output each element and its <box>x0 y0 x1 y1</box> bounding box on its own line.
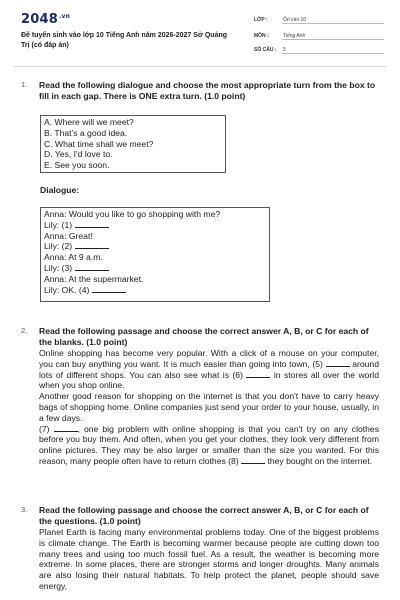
dialogue-line: Lily: OK. (4) <box>44 285 266 296</box>
document-header <box>0 0 400 70</box>
blank-6[interactable] <box>246 370 270 378</box>
dialogue-line: Anna: Great! <box>44 230 93 241</box>
blank-4[interactable] <box>92 285 126 293</box>
passage-paragraph: Another good reason for shopping on the internet is that you don't have to carry heavy bags of shopping home. Online companies just send your order to your house, usually, in a few days. <box>39 391 379 423</box>
dialogue-line: Lily: (1) <box>44 220 266 231</box>
meta-count-row: SỐ CÂU : 5 <box>254 45 384 55</box>
dialogue-line: Anna: At 9 a.m. <box>44 252 103 263</box>
site-logo[interactable]: $2048^{.vn}$ <box>21 12 71 27</box>
dialogue-label: Dialogue: <box>40 185 80 195</box>
question-3: 3. Read the following passage and choose the correct answer A, B, or C for each of the questions. (1.0 point) <box>18 505 380 527</box>
blank-2[interactable] <box>75 241 109 249</box>
dialogue-line: Anna: At the supermarket. <box>44 273 144 284</box>
options-box <box>40 115 226 173</box>
blank-3[interactable] <box>75 263 109 271</box>
blank-8[interactable] <box>241 456 265 464</box>
option-c: C. What time shall we meet? <box>44 138 154 149</box>
blank-7[interactable] <box>54 424 78 432</box>
question-3-text: Read the following passage and choose the correct answer A, B, or C for each of the questions. (1.0 point) <box>39 505 369 526</box>
dialogue-box <box>40 207 270 302</box>
passage-paragraph: (7) , one big problem with online shopping is that you can't try on any clothes before you buy them. And often, when you get your clothes, they look very different from online pictures. They may be also larger or smaller than the size you wanted. For this reason, many people often have to return clothes (8) they bought on the internet. <box>39 423 380 466</box>
passage-paragraph: Online shopping has become very popular. With a click of a mouse on your computer, you can buy anything you want. It is much easier than going into town, (5) around lots of different shops. You can also see what is (6) in stores all over the world when you shop online. <box>39 348 379 391</box>
question-2: 2. Read the following passage and choose the correct answer A, B, or C for each of the blanks. (1.0 point) <box>18 326 380 348</box>
document-title: Đề tuyển sinh vào lớp 10 Tiếng Anh năm 2026-2027 Sở Quảng Trị (có đáp án) <box>21 32 228 49</box>
dialogue-line: Lily: (2) <box>44 241 266 252</box>
dialogue-line: Anna: Would you like to go shopping with me? <box>44 209 221 219</box>
option-e: E. See you soon. <box>44 160 110 171</box>
meta-class-row: LỚP : Ôn vào 10 <box>254 15 384 25</box>
dialogue-line: Lily: (3) <box>44 263 266 274</box>
option-a: A. Where will we meet? <box>44 117 134 127</box>
question-2-text: Read the following passage and choose the correct answer A, B, or C for each of the blanks. (1.0 point) <box>39 326 369 347</box>
header-divider <box>14 66 386 67</box>
question-1-text: Read the following dialogue and choose the most appropriate turn from the box to fill in each gap. There is ONE extra turn. (1.0 point) <box>39 80 376 101</box>
question-1: 1. Read the following dialogue and choose the most appropriate turn from the box to fill in each gap. There is ONE extra turn. (1.0 point) <box>18 80 380 102</box>
passage-2 <box>39 348 379 467</box>
blank-5[interactable] <box>326 359 350 367</box>
passage-3: Planet Earth is facing many environmental problems today. One of the biggest problems is climate change. The Earth is becoming warmer because people are cutting down too many trees and using too much fossil fuel. As a result, the weather is becoming more extreme. In some places, there are stronger storms and longer droughts. Many animals are also losing their natural habitats. To help protect the planet, people should save energy, <box>39 527 379 591</box>
meta-subject-row: MÔN : Tiếng Anh <box>254 31 384 41</box>
blank-1[interactable] <box>75 220 109 228</box>
option-d: D. Yes, I'd love to. <box>44 149 113 160</box>
option-b: B. That's a good idea. <box>44 127 128 138</box>
